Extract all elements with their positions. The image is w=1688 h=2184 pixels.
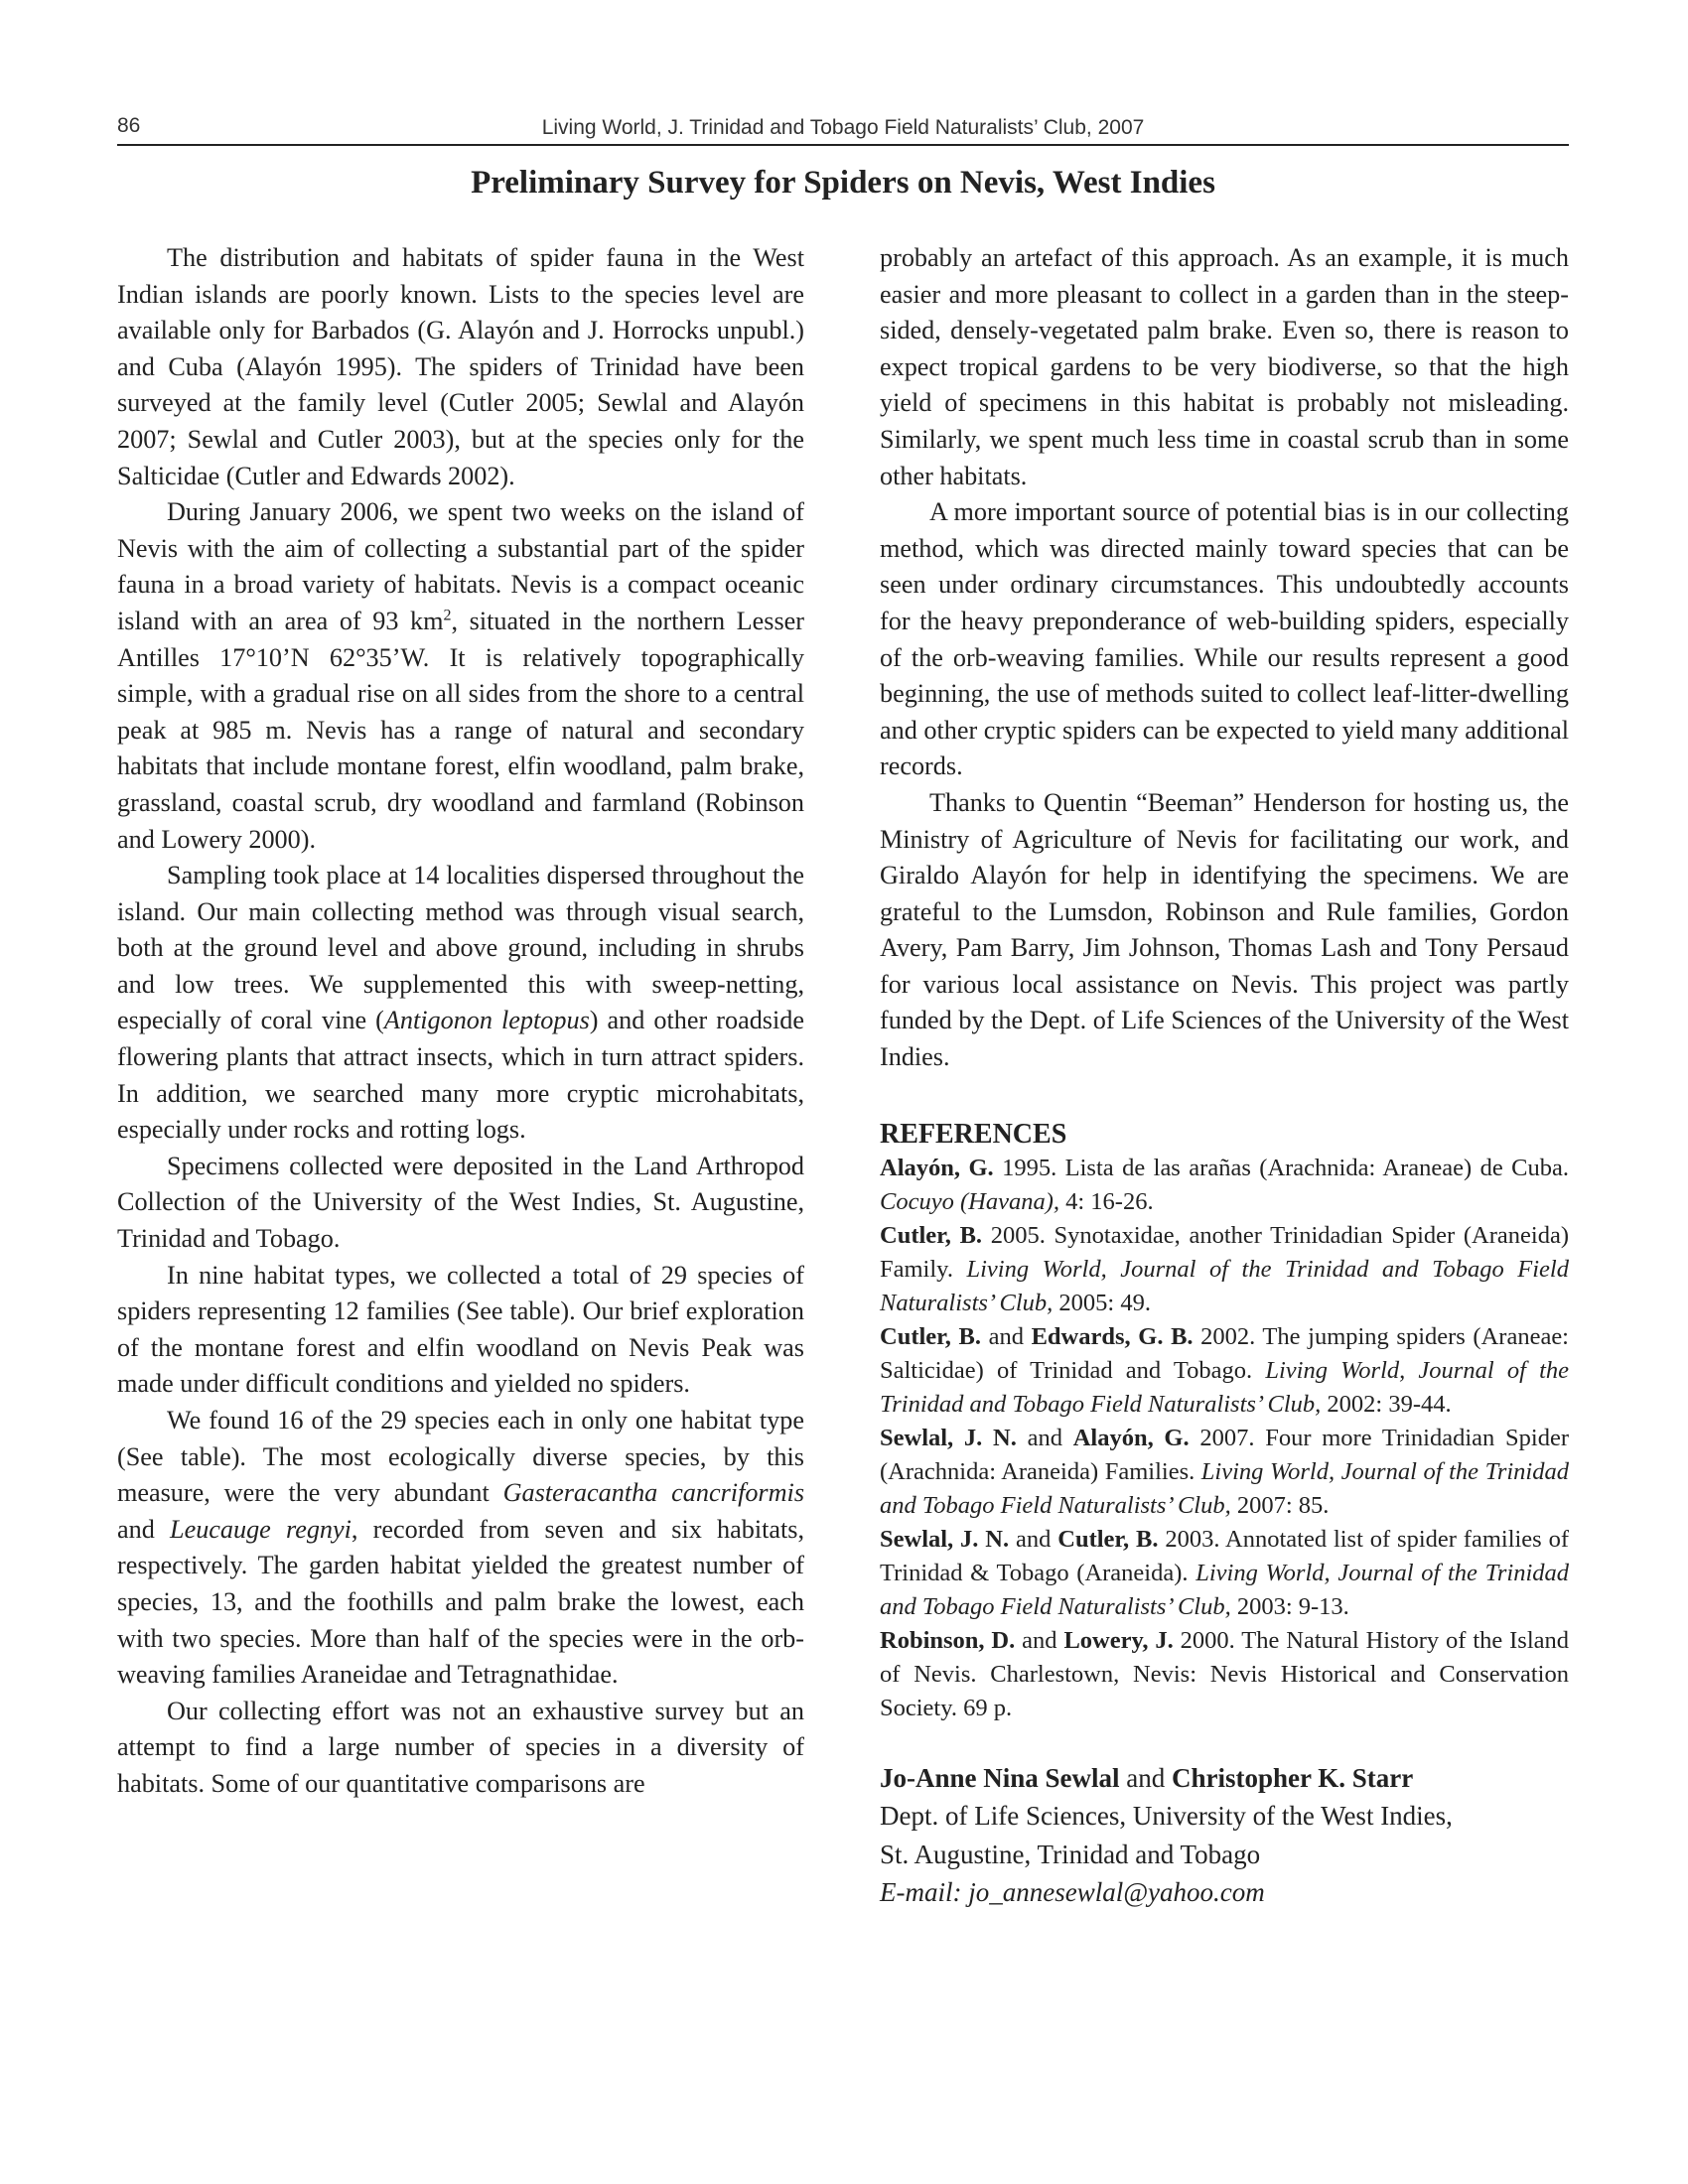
running-header [117,112,1569,146]
reference-item: Cutler, B. 2005. Synotaxidae, another Trinidadian Spider (Araneida) Family. Living World, Journal of the Trinidad and Tobago Field Naturalists’ Club, 2005: 49. [880,1221,1569,1316]
author-email[interactable]: E-mail: jo_annesewlal@yahoo.com [880,1877,1265,1908]
page-number: 86 [117,114,141,137]
journal-citation: Living World, J. Trinidad and Tobago Field Naturalists’ Club, 2007 [541,116,1145,139]
reference-item: Cutler, B. and Edwards, G. B. 2002. The jumping spiders (Araneae: Salticidae) of Trinidad and Tobago. Living World, Journal of the Trinidad and Tobago Field Naturalists’ Club, 2002: 39-44. [880,1322,1569,1418]
author-location: St. Augustine, Trinidad and Tobago [880,1839,1261,1869]
paragraph: The distribution and habitats of spider fauna in the West Indian islands are poorly known. Lists to the species level are available only for Barbados (G. Alayón and J. Horrocks unpubl.) and Cuba (Alayón 1995). The spiders of Trinidad have been surveyed at the family level (Cutler 2005; Sewlal and Alayón 2007; Sewlal and Cutler 2003), but at the species only for the Salticidae (Cutler and Edwards 2002). [117,243,804,490]
reference-item: Sewlal, J. N. and Alayón, G. 2007. Four more Trinidadian Spider (Arachnida: Araneida) Families. Living World, Journal of the Trinidad and Tobago Field Naturalists’ Club, 2007: 85. [880,1424,1569,1519]
paragraph: During January 2006, we spent two weeks on the island of Nevis with the aim of collecting a substantial part of the spider fauna in a broad variety of habitats. Nevis is a compact oceanic island with an area of 93 $km^2$, situated in the northern Lesser Antilles 17°10’N 62°35’W. It is relatively topographically simple, with a gradual rise on all sides from the shore to a central peak at 985 m. Nevis has a range of natural and secondary habitats that include montane forest, elfin woodland, palm brake, grassland, coastal scrub, dry woodland and farmland (Robinson and Lowery 2000). [117,497,804,854]
paragraph: probably an artefact of this approach. As an example, it is much easier and more pleasant to collect in a garden than in the steep-sided, densely-vegetated palm brake. Even so, there is reason to expect tropical gardens to be very biodiverse, so that the high yield of specimens in this habitat is probably not misleading. Similarly, we spent much less time in coastal scrub than in some other habitats. [880,243,1569,490]
author-affiliation: Dept. of Life Sciences, University of the West Indies, [880,1801,1453,1832]
paragraph: Specimens collected were deposited in the Land Arthropod Collection of the University of the West Indies, St. Augustine, Trinidad and Tobago. [117,1151,804,1254]
author-block [880,1759,1569,1912]
author-names: Jo-Anne Nina Sewlal and Christopher K. Starr [880,1762,1414,1793]
paragraph: A more important source of potential bias is in our collecting method, which was directed mainly toward species that can be seen under ordinary circumstances. This undoubtedly accounts for the heavy preponderance of web-building spiders, especially of the orb-weaving families. While our results represent a good beginning, the use of methods suited to collect leaf-litter-dwelling and other cryptic spiders can be expected to yield many additional records. [880,497,1569,781]
acknowledgements: Thanks to Quentin “Beeman” Henderson for hosting us, the Ministry of Agriculture of Nevis for facilitating our work, and Giraldo Alayón for help in identifying the specimens. We are grateful to the Lumsdon, Robinson and Rule families, Gordon Avery, Pam Barry, Jim Johnson, Thomas Lash and Tony Persaud for various local assistance on Nevis. This project was partly funded by the Dept. of Life Sciences of the University of the West Indies. [880,787,1569,1072]
reference-item: Alayón, G. 1995. Lista de las arañas (Arachnida: Araneae) de Cuba. Cocuyo (Havana), 4: 16-26. [880,1154,1569,1215]
references-heading: REFERENCES [880,1118,1067,1150]
reference-item: Sewlal, J. N. and Cutler, B. 2003. Annotated list of spider families of Trinidad & Tobago (Araneida). Living World, Journal of the Trinidad and Tobago Field Naturalists’ Club, 2003: 9-13. [880,1525,1570,1620]
article-title: Preliminary Survey for Spiders on Nevis, West Indies [471,165,1215,201]
paragraph: In nine habitat types, we collected a total of 29 species of spiders representing 12 families (See table). Our brief exploration of the montane forest and elfin woodland on Nevis Peak was made under difficult conditions and yielded no spiders. [117,1260,804,1399]
paragraph: We found 16 of the 29 species each in only one habitat type (See table). The most ecologically diverse species, by this measure, were the very abundant Gasteracantha cancriformis and Leucauge regnyi, recorded from seven and six habitats, respectively. The garden habitat yielded the greatest number of species, 13, and the foothills and palm brake the lowest, each with two species. More than half of the species were in the orb-weaving families Araneidae and Tetragnathidae. [117,1406,805,1690]
paragraph: Sampling took place at 14 localities dispersed throughout the island. Our main collecting method was through visual search, both at the ground level and above ground, including in shrubs and low trees. We supplemented this with sweep-netting, especially of coral vine (Antigonon leptopus) and other roadside flowering plants that attract insects, which in turn attract spiders. In addition, we searched many more cryptic microhabitats, especially under rocks and rotting logs. [117,861,804,1145]
reference-item: Robinson, D. and Lowery, J. 2000. The Natural History of the Island of Nevis. Charlestown, Nevis: Nevis Historical and Conservation Society. 69 p. [880,1626,1570,1721]
left-column [117,240,804,1803]
right-column [880,240,1569,1912]
paragraph: Our collecting effort was not an exhaustive survey but an attempt to find a large number of species in a diversity of habitats. Some of our quantitative comparisons are [117,1696,804,1798]
